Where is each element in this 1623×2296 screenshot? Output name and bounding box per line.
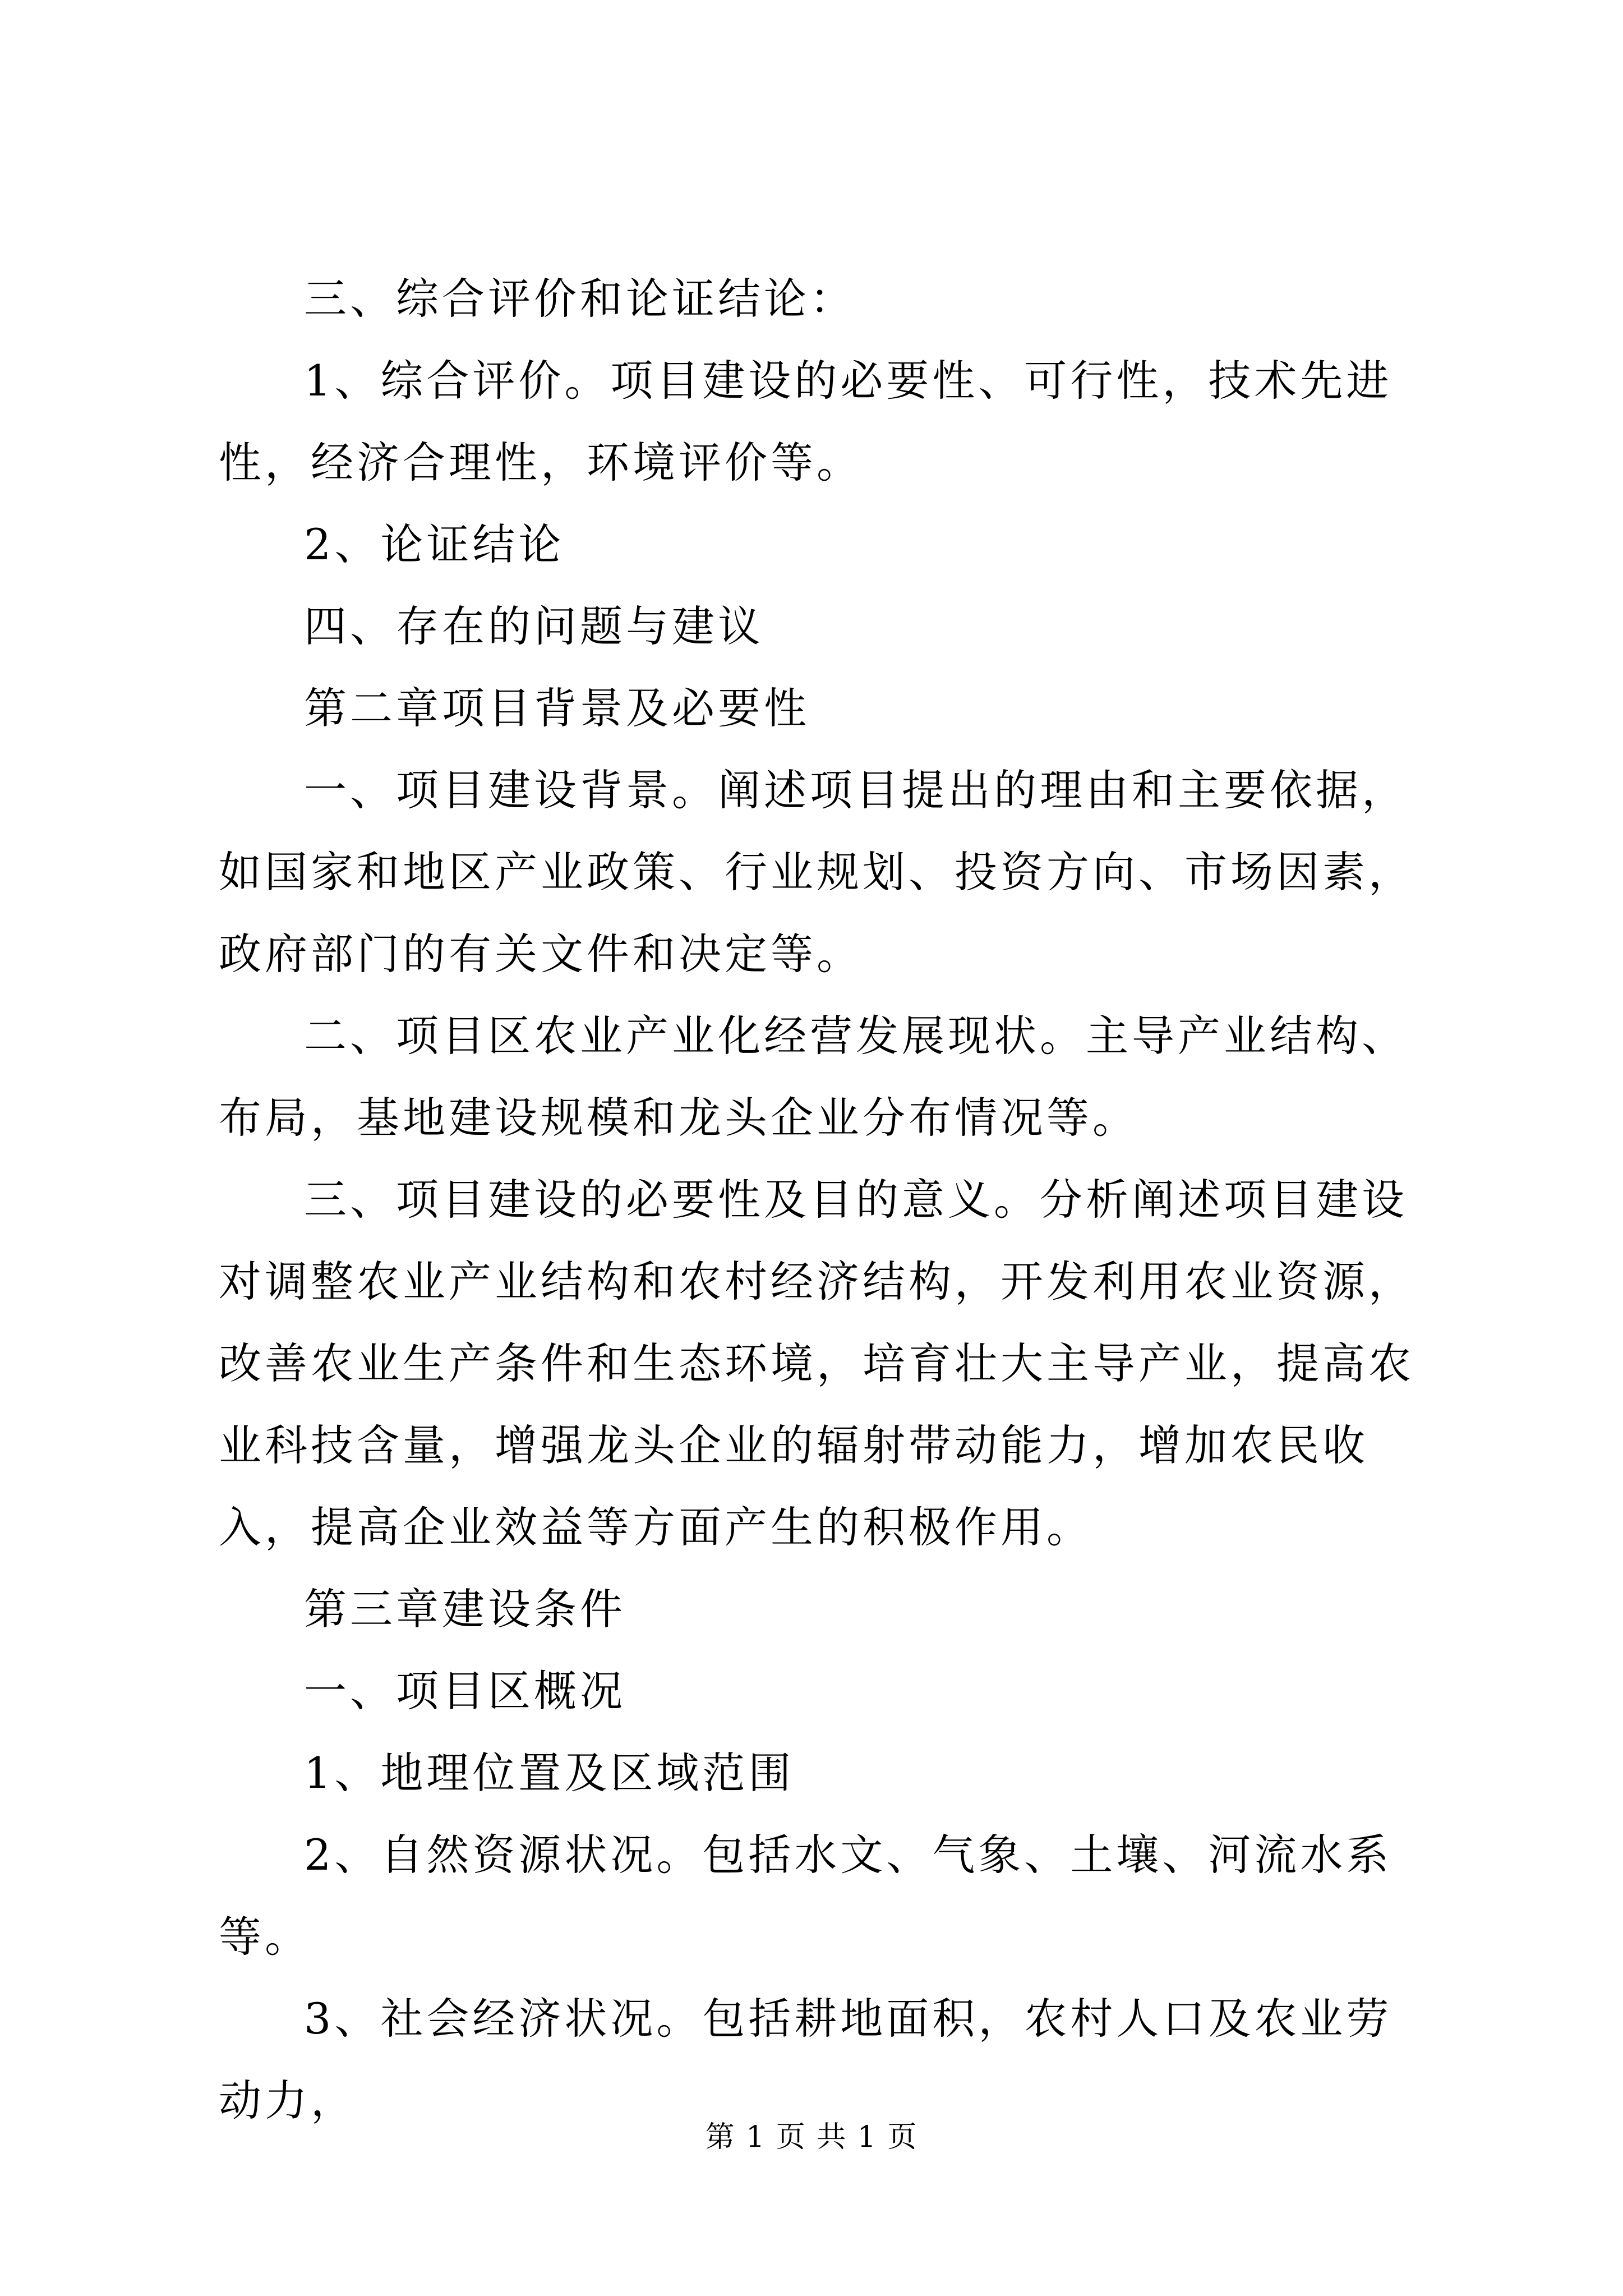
paragraph-industrialization-status: 二、项目区农业产业化经营发展现状。主导产业结构、布局，基地建设规模和龙头企业分布情况等。 [219, 1011, 1408, 1143]
document-body [219, 258, 1419, 2142]
paragraph-location: 1、地理位置及区域范围 [304, 1748, 795, 1798]
chapter-heading-conditions: 第三章建设条件 [304, 1584, 626, 1634]
chapter-heading-background: 第二章项目背景及必要性 [304, 683, 810, 733]
paragraph-project-background: 一、项目建设背景。阐述项目提出的理由和主要依据，如国家和地区产业政策、行业规划、投资方向、市场因素，政府部门的有关文件和决定等。 [219, 765, 1414, 979]
section-heading-comprehensive-evaluation: 三、综合评价和论证结论： [304, 274, 856, 324]
paragraph-comprehensive-evaluation: 1、综合评价。项目建设的必要性、可行性，技术先进性，经济合理性，环境评价等。 [219, 356, 1393, 487]
paragraph-natural-resources: 2、自然资源状况。包括水文、气象、土壤、河流水系等。 [219, 1830, 1393, 1962]
paragraph-social-economic: 3、社会经济状况。包括耕地面积，农村人口及农业劳动力， [219, 1994, 1393, 2125]
page-footer: 第 1 页 共 1 页 [705, 2120, 918, 2154]
paragraph-necessity: 三、项目建设的必要性及目的意义。分析阐述项目建设对调整农业产业结构和农村经济结构，开发利用农业资源，改善农业生产条件和生态环境，培育壮大主导产业，提高农业科技含量，增强龙头企业的辐射带动能力，增加农民收入，提高企业效益等方面产生的积极作用。 [219, 1175, 1414, 1552]
paragraph-conclusion: 2、论证结论 [304, 519, 565, 569]
section-heading-problems: 四、存在的问题与建议 [304, 601, 764, 651]
section-heading-project-overview: 一、项目区概况 [304, 1666, 626, 1716]
